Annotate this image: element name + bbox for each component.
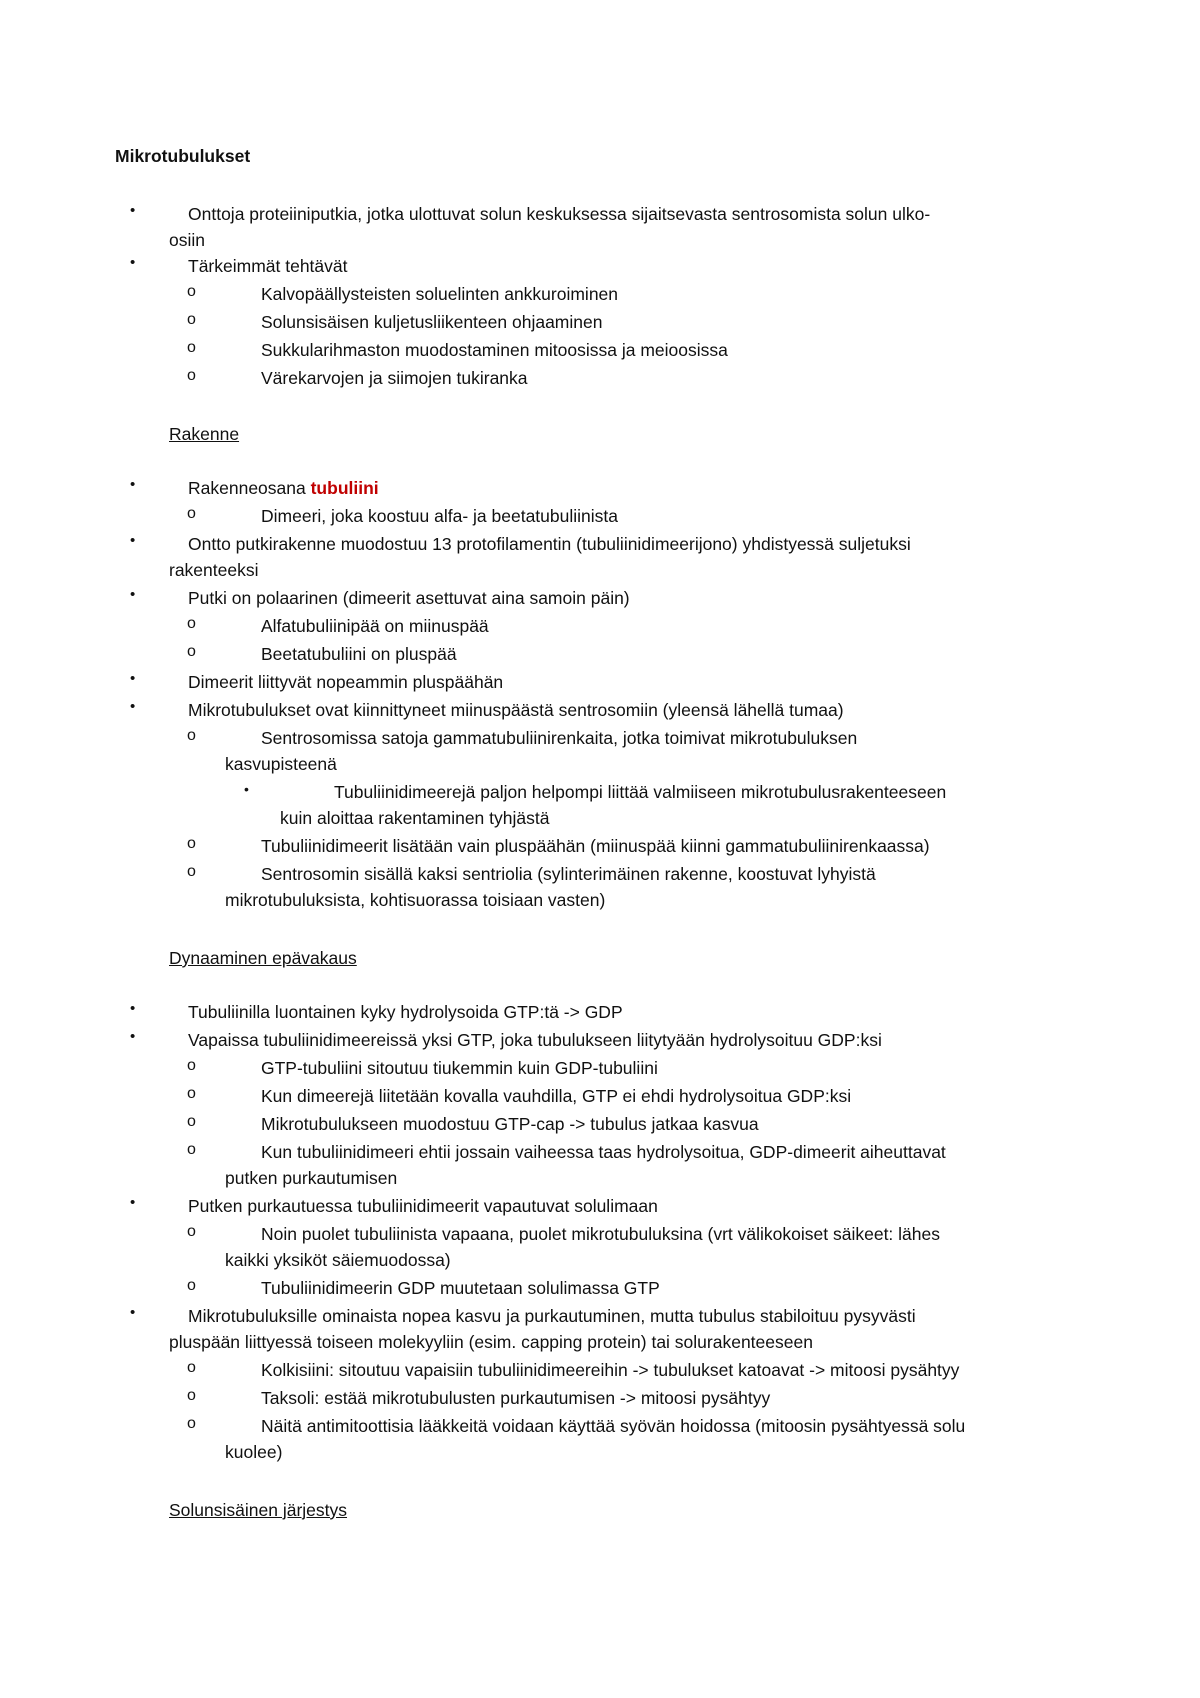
bullet-icon: • xyxy=(130,202,136,219)
bullet-icon: • xyxy=(130,586,136,603)
list-item-text: Putken purkautuessa tubuliinidimeerit vapautuvat solulimaan xyxy=(188,1196,658,1216)
sub-list-item-text: mikrotubuluksista, kohtisuorassa toisiaan vasten) xyxy=(225,890,606,910)
circle-bullet-icon: o xyxy=(187,1113,196,1130)
bullet-icon: • xyxy=(130,698,136,715)
sub-sub-list-item-text: Tubuliinidimeerejä paljon helpompi liittää valmiiseen mikrotubulusrakenteeseen xyxy=(334,782,947,802)
list-item-text: rakenteeksi xyxy=(169,560,259,580)
list-item-text: Dimeerit liittyvät nopeammin pluspäähän xyxy=(188,672,504,692)
circle-bullet-icon: o xyxy=(187,311,196,328)
sub-list-item-text: Mikrotubulukseen muodostuu GTP-cap -> tubulus jatkaa kasvua xyxy=(261,1114,759,1134)
list-item-text: Putki on polaarinen (dimeerit asettuvat aina samoin päin) xyxy=(188,588,630,608)
list-item-text: Tubuliinilla luontainen kyky hydrolysoida GTP:tä -> GDP xyxy=(188,1002,623,1022)
list-item-text: pluspään liittyessä toiseen molekyyliin (esim. capping protein) tai solurakenteeseen xyxy=(169,1332,813,1352)
circle-bullet-icon: o xyxy=(187,1387,196,1404)
circle-bullet-icon: o xyxy=(187,283,196,300)
sub-list-item-text: Noin puolet tubuliinista vapaana, puolet mikrotubuluksina (vrt välikokoiset säikeet: lähes xyxy=(261,1224,940,1244)
sub-list-item-text: Sentrosomissa satoja gammatubuliinirenkaita, jotka toimivat mikrotubuluksen xyxy=(261,728,858,748)
circle-bullet-icon: o xyxy=(187,1415,196,1432)
list-item-text: Mikrotubulukset ovat kiinnittyneet miinuspäästä sentrosomiin (yleensä lähellä tumaa) xyxy=(188,700,844,720)
sub-list-item-text: Tubuliinidimeerin GDP muutetaan solulimassa GTP xyxy=(261,1278,660,1298)
bullet-icon: • xyxy=(244,781,249,797)
bullet-icon: • xyxy=(130,1028,136,1045)
section-heading-rakenne: Rakenne xyxy=(169,424,240,444)
circle-bullet-icon: o xyxy=(187,863,196,880)
bullet-icon: • xyxy=(130,1304,136,1321)
list-item-text: Onttoja proteiiniputkia, jotka ulottuvat solun keskuksessa sijaitsevasta sentrosomista solun ulko- xyxy=(188,204,931,224)
sub-list-item-text: kaikki yksiköt säiemuodossa) xyxy=(225,1250,451,1270)
sub-list-item-text: Värekarvojen ja siimojen tukiranka xyxy=(261,368,528,388)
circle-bullet-icon: o xyxy=(187,339,196,356)
sub-list-item-text: Alfatubuliinipää on miinuspää xyxy=(261,616,489,636)
sub-list-item-text: Dimeeri, joka koostuu alfa- ja beetatubuliinista xyxy=(261,506,618,526)
page-title: Mikrotubulukset xyxy=(115,146,251,166)
sub-list-item-text: putken purkautumisen xyxy=(225,1168,398,1188)
circle-bullet-icon: o xyxy=(187,505,196,522)
circle-bullet-icon: o xyxy=(187,1359,196,1376)
circle-bullet-icon: o xyxy=(187,1141,196,1158)
bullet-icon: • xyxy=(130,532,136,549)
bullet-icon: • xyxy=(130,1194,136,1211)
sub-list-item-text: Kun dimeerejä liitetään kovalla vauhdilla, GTP ei ehdi hydrolysoitua GDP:ksi xyxy=(261,1086,852,1106)
circle-bullet-icon: o xyxy=(187,727,196,744)
sub-list-item-text: Solunsisäisen kuljetusliikenteen ohjaaminen xyxy=(261,312,603,332)
sub-list-item-text: Tubuliinidimeerit lisätään vain pluspäähän (miinuspää kiinni gammatubuliinirenkaassa) xyxy=(261,836,930,856)
sub-list-item-text: Kun tubuliinidimeeri ehtii jossain vaiheessa taas hydrolysoitua, GDP-dimeerit aiheuttavat xyxy=(261,1142,946,1162)
circle-bullet-icon: o xyxy=(187,1085,196,1102)
section-heading-solunsisainen: Solunsisäinen järjestys xyxy=(169,1500,348,1520)
circle-bullet-icon: o xyxy=(187,1277,196,1294)
list-item-text: Ontto putkirakenne muodostuu 13 protofilamentin (tubuliinidimeerijono) yhdistyessä suljetuksi xyxy=(188,534,911,554)
sub-list-item-text: GTP-tubuliini sitoutuu tiukemmin kuin GDP-tubuliini xyxy=(261,1058,658,1078)
sub-list-item-text: Taksoli: estää mikrotubulusten purkautumisen -> mitoosi pysähtyy xyxy=(261,1388,771,1408)
sub-list-item-text: Näitä antimitoottisia lääkkeitä voidaan käyttää syövän hoidossa (mitoosin pysähtyessä solu xyxy=(261,1416,966,1436)
bullet-icon: • xyxy=(130,254,136,271)
list-item-text xyxy=(188,474,379,502)
circle-bullet-icon: o xyxy=(187,615,196,632)
sub-list-item-text: kasvupisteenä xyxy=(225,754,337,774)
section-heading-dynaaminen: Dynaaminen epävakaus xyxy=(169,948,357,968)
list-item-text: osiin xyxy=(169,230,205,250)
list-item-text: Tärkeimmät tehtävät xyxy=(188,256,348,276)
bullet-icon: • xyxy=(130,670,136,687)
bullet-icon: • xyxy=(130,476,136,493)
circle-bullet-icon: o xyxy=(187,643,196,660)
circle-bullet-icon: o xyxy=(187,1223,196,1240)
sub-list-item-text: Beetatubuliini on pluspää xyxy=(261,644,457,664)
sub-sub-list-item-text: kuin aloittaa rakentaminen tyhjästä xyxy=(280,808,550,828)
list-item-text-prefix: Rakenneosana xyxy=(188,478,311,498)
highlighted-term: tubuliini xyxy=(310,478,379,498)
list-item-text: Mikrotubuluksille ominaista nopea kasvu ja purkautuminen, mutta tubulus stabiloituu pysyvästi xyxy=(188,1306,916,1326)
list-item-text: Vapaissa tubuliinidimeereissä yksi GTP, joka tubulukseen liitytyään hydrolysoituu GDP:ksi xyxy=(188,1030,882,1050)
circle-bullet-icon: o xyxy=(187,367,196,384)
sub-list-item-text: Kalvopäällysteisten soluelinten ankkuroiminen xyxy=(261,284,619,304)
circle-bullet-icon: o xyxy=(187,835,196,852)
circle-bullet-icon: o xyxy=(187,1057,196,1074)
sub-list-item-text: Kolkisiini: sitoutuu vapaisiin tubuliinidimeereihin -> tubulukset katoavat -> mitoosi pysähtyy xyxy=(261,1360,960,1380)
sub-list-item-text: Sentrosomin sisällä kaksi sentriolia (sylinterimäinen rakenne, koostuvat lyhyistä xyxy=(261,864,876,884)
sub-list-item-text: Sukkularihmaston muodostaminen mitoosissa ja meioosissa xyxy=(261,340,728,360)
sub-list-item-text: kuolee) xyxy=(225,1442,283,1462)
bullet-icon: • xyxy=(130,1000,136,1017)
